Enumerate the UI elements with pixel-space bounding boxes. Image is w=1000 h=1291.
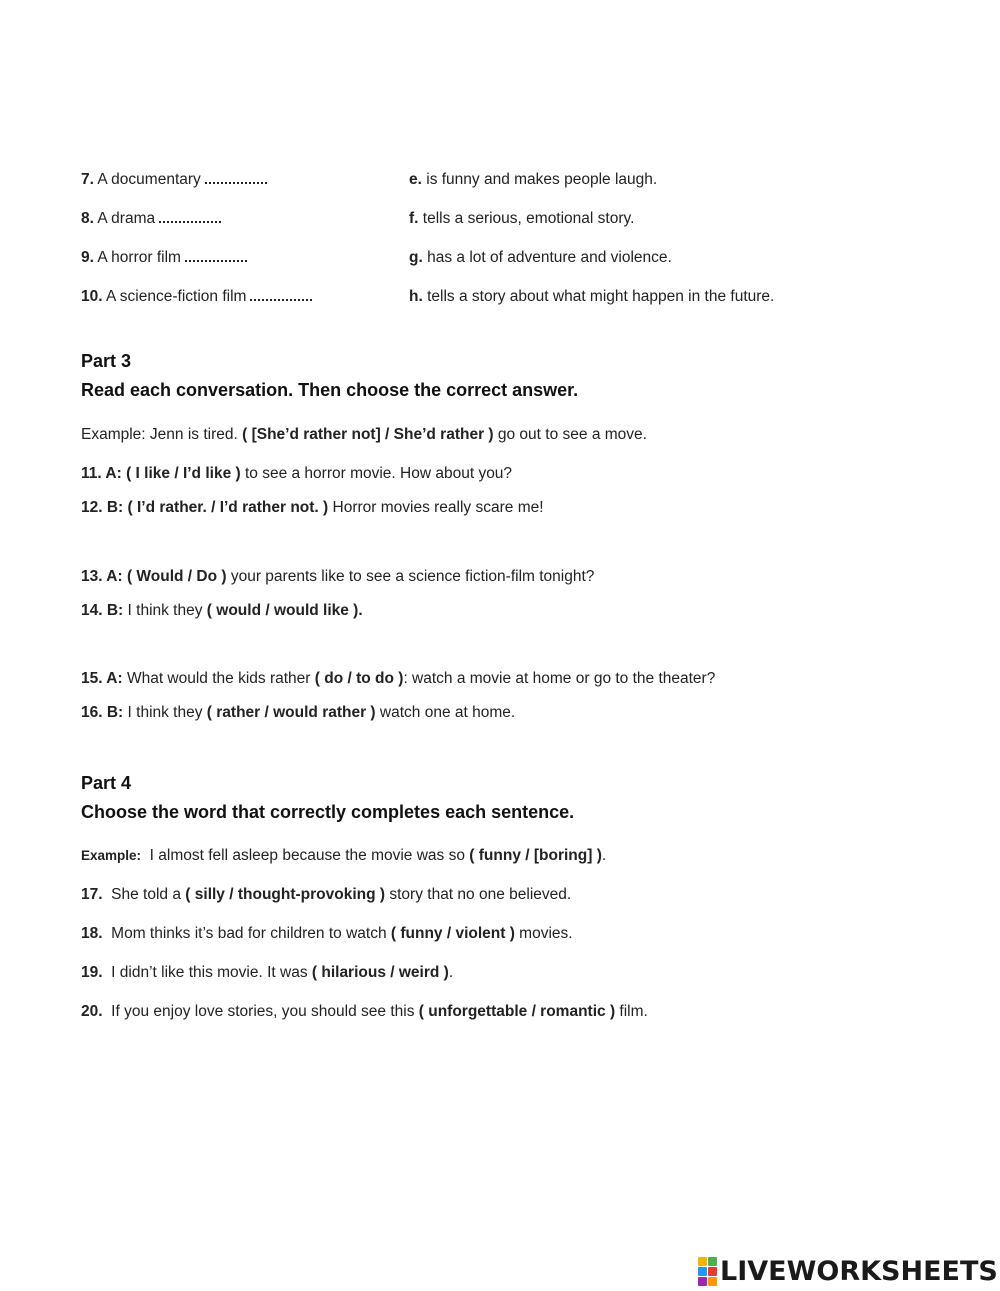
question-text-end: to see a horror movie. How about you?	[240, 465, 513, 482]
blocks-icon	[698, 1257, 717, 1286]
question-number: 19.	[81, 964, 103, 981]
option-text: has a lot of adventure and violence.	[427, 249, 672, 266]
block	[698, 1257, 707, 1266]
example-choice: ( funny / [boring] )	[469, 847, 602, 864]
question-text: I didn’t like this movie. It was	[102, 964, 312, 981]
question-text: I think they	[123, 704, 207, 721]
example-text-end: go out to see a move.	[493, 426, 647, 443]
part-4-title: Part 4	[81, 773, 132, 793]
question-12	[81, 499, 544, 517]
question-number: 15. A:	[81, 670, 123, 687]
question-text-end: your parents like to see a science fiction-film tonight?	[226, 568, 595, 585]
answer-choice[interactable]: ( I like / I’d like )	[126, 465, 241, 482]
answer-choice[interactable]: ( unforgettable / romantic )	[418, 1003, 616, 1020]
example-text: I almost fell asleep because the movie was so	[141, 847, 470, 864]
item-number: 8.	[81, 210, 94, 227]
answer-blank[interactable]	[159, 211, 221, 223]
question-text: Mom thinks it’s bad for children to watch	[102, 925, 391, 942]
question-text-end: movies.	[514, 925, 573, 942]
part-3-example	[81, 426, 647, 444]
question-11	[81, 465, 512, 483]
item-number: 9.	[81, 249, 94, 266]
question-14	[81, 602, 363, 620]
part-4-example	[81, 847, 606, 865]
block	[708, 1267, 717, 1276]
question-number: 13. A:	[81, 568, 123, 585]
question-15	[81, 670, 715, 688]
question-text: I think they	[123, 602, 207, 619]
question-text-end: .	[448, 964, 454, 981]
question-text-end: : watch a movie at home or go to the theater?	[403, 670, 716, 687]
question-number: 14. B:	[81, 602, 124, 619]
answer-choice[interactable]: ( rather / would rather )	[206, 704, 376, 721]
block	[698, 1267, 707, 1276]
question-text: What would the kids rather	[122, 670, 315, 687]
option-text: is funny and makes people laugh.	[426, 171, 658, 188]
block	[708, 1257, 717, 1266]
question-text-end: Horror movies really scare me!	[328, 499, 544, 516]
answer-choice[interactable]: ( I’d rather. / I’d rather not. )	[127, 499, 329, 516]
question-number: 16. B:	[81, 704, 124, 721]
question-13	[81, 568, 594, 586]
question-16	[81, 704, 515, 722]
item-text: A horror film	[97, 249, 181, 266]
answer-choice[interactable]: ( do / to do )	[314, 670, 404, 687]
question-text: If you enjoy love stories, you should see this	[102, 1003, 419, 1020]
item-text: A documentary	[97, 171, 201, 188]
part-3-instruction: Read each conversation. Then choose the correct answer.	[81, 380, 579, 400]
question-number: 20.	[81, 1003, 103, 1020]
example-choice: ( [She’d rather not] / She’d rather )	[242, 426, 494, 443]
item-number: 7.	[81, 171, 94, 188]
option-letter: f.	[409, 210, 419, 227]
block	[708, 1277, 717, 1286]
option-letter: h.	[409, 288, 423, 305]
block	[698, 1277, 707, 1286]
liveworksheets-logo	[698, 1256, 998, 1286]
question-number: 18.	[81, 925, 103, 942]
question-20	[81, 1003, 648, 1021]
question-18	[81, 925, 573, 943]
question-19	[81, 964, 453, 982]
example-text: Example: Jenn is tired.	[81, 426, 243, 443]
question-17	[81, 886, 571, 904]
example-label: Example:	[81, 848, 142, 863]
answer-choice[interactable]: ( would / would like ).	[206, 602, 363, 619]
answer-blank[interactable]	[185, 250, 247, 262]
item-number: 10.	[81, 288, 103, 305]
option-letter: g.	[409, 249, 423, 266]
logo-text: LIVEWORKSHEETS	[720, 1255, 998, 1287]
question-text-end: watch one at home.	[375, 704, 516, 721]
question-number: 11. A:	[81, 465, 122, 482]
item-text: A science-fiction film	[106, 288, 247, 305]
answer-choice[interactable]: ( hilarious / weird )	[311, 964, 449, 981]
option-letter: e.	[409, 171, 422, 188]
question-text: She told a	[102, 886, 186, 903]
question-number: 17.	[81, 886, 103, 903]
example-text-end: .	[601, 847, 607, 864]
question-text-end: story that no one believed.	[385, 886, 572, 903]
answer-choice[interactable]: ( funny / violent )	[390, 925, 515, 942]
question-text-end: film.	[615, 1003, 648, 1020]
option-text: tells a serious, emotional story.	[422, 210, 635, 227]
item-text: A drama	[97, 210, 156, 227]
option-text: tells a story about what might happen in the future.	[427, 288, 775, 305]
answer-blank[interactable]	[205, 172, 267, 184]
answer-choice[interactable]: ( silly / thought-provoking )	[185, 886, 386, 903]
part-3-title: Part 3	[81, 351, 132, 371]
question-number: 12. B:	[81, 499, 124, 516]
answer-choice[interactable]: ( Would / Do )	[126, 568, 227, 585]
part-4-instruction: Choose the word that correctly completes each sentence.	[81, 802, 575, 822]
answer-blank[interactable]	[250, 289, 312, 301]
